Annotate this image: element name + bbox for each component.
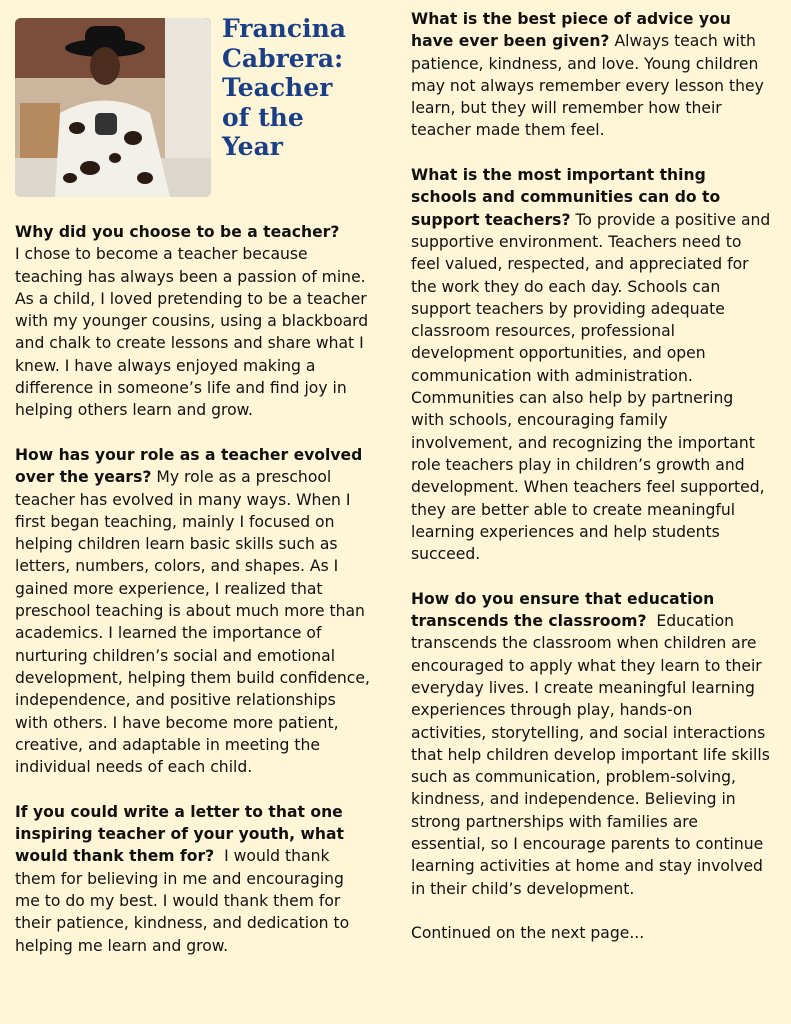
answer: My role as a preschool teacher has evolved in many ways. When I first began teaching, mainly I focused on helping children learn basic skills such as letters, numbers, colors, and shapes. As I gained more experience, I realized that preschool teaching is about much more than academics. I learned the importance of nurturing children’s social and emotional development, helping them build confidence, independence, and positive relationships with others. I have become more patient, creative, and adaptable in meeting the individual needs of each child. bbox=[15, 468, 370, 777]
answer: Always teach with patience, kindness, and love. Young children may not always remember every lesson they learn, but they will remember how their teacher made them feel. bbox=[411, 32, 764, 140]
question: What is the most important thing schools and communities can do to support teachers? bbox=[411, 166, 721, 229]
answer: To provide a positive and supportive environment. Teachers need to feel valued, respected, and appreciated for the work they do each day. Schools can support teachers by providing adequate classroom resources, professional development opportunities, and open communication with administration. Communities can also help by partnering with schools, encouraging family involvement, and recognizing the important role teachers play in children’s growth and development. When teachers feel supported, they are better able to create meaningful learning experiences and help students succeed. bbox=[411, 210, 771, 564]
title-line: of the bbox=[222, 102, 304, 132]
question: How has your role as a teacher evolved over the years? bbox=[15, 445, 363, 487]
qa-block bbox=[15, 801, 370, 957]
answer: I chose to become a teacher because teaching has always been a passion of mine. As a child, I loved pretending to be a teacher with my younger cousins, using a blackboard and chalk to create lessons and share what I knew. I have always enjoyed making a difference in someone’s life and find joy in helping others learn and grow. bbox=[15, 245, 369, 420]
title-line: Teacher bbox=[222, 73, 333, 102]
question: What is the best piece of advice you have ever been given? bbox=[411, 10, 731, 51]
portrait-illustration bbox=[15, 18, 211, 197]
question: Why did you choose to be a teacher? bbox=[15, 223, 340, 241]
qa-block bbox=[15, 444, 370, 778]
continued-note: Continued on the next page... bbox=[411, 924, 645, 943]
qa-block bbox=[411, 8, 771, 142]
title-line: Year bbox=[222, 132, 283, 161]
qa-block bbox=[15, 221, 370, 422]
article-title bbox=[222, 14, 392, 162]
title-line: Francina bbox=[222, 14, 346, 43]
question: If you could write a letter to that one inspiring teacher of your youth, what would thank them for? bbox=[15, 802, 344, 866]
answer: Education transcends the classroom when children are encouraged to apply what they learn to their everyday lives. I create meaningful learning experiences through play, hands-on activities, storytelling, and social interactions that help children develop important life skills such as communication, problem-solving, kindness, and independence. Believing in strong partnerships with families are essential, so I encourage parents to continue learning activities at home and stay involved in their child’s development. bbox=[411, 612, 770, 898]
left-column bbox=[15, 221, 370, 979]
answer: I would thank them for believing in me and encouraging me to do my best. I would thank them for their patience, kindness, and dedication to helping me learn and grow. bbox=[15, 847, 350, 955]
right-column bbox=[411, 8, 771, 944]
qa-block bbox=[411, 588, 771, 900]
qa-block bbox=[411, 164, 771, 565]
teacher-portrait-photo bbox=[15, 18, 211, 197]
title-line: Cabrera: bbox=[222, 43, 344, 73]
question: How do you ensure that education transcends the classroom? bbox=[411, 589, 715, 631]
